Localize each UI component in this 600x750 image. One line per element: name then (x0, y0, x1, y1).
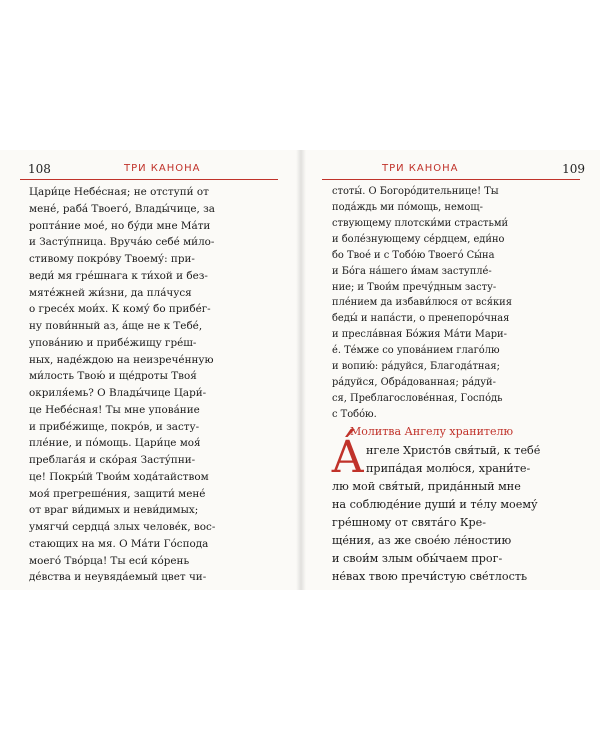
left-header-rule (20, 179, 278, 180)
prayer-line: и свои́м злым обы́чаем прог- (332, 552, 503, 565)
prayer-line: ще́ния, аз же своéю ле́ностию (332, 534, 512, 547)
text-line: ние; и Твои́м пречу́дным засту- (332, 281, 497, 293)
text-line: пода́ждь ми по́мощь, немощ- (332, 201, 483, 213)
prayer-line: нгеле Христо́в свя́тый, к тебе́ (366, 444, 541, 457)
text-line: мене́, раба́ Твоего́, Влады́чице, за (29, 202, 215, 215)
text-line: моего́ Тво́рца! Ты еси́ ко́рень (29, 554, 190, 567)
right-running-title: ТРИ КАНОНА (382, 163, 459, 174)
left-page-header (20, 160, 282, 180)
prayer-line: лю мой свя́тый, прида́нный мне (332, 480, 521, 493)
text-line: Цари́це Небе́сная; не отступи́ от (29, 186, 209, 198)
text-line: упова́нию и прибе́жищу гре́ш- (29, 336, 197, 349)
prayer-title: Молитва Ангелу хранителю (350, 425, 514, 438)
text-line: окриля́емь? О Влады́чице Цари́- (29, 387, 207, 399)
text-line: и прибе́жище, покро́в, и засту- (29, 420, 200, 433)
text-line: о гресе́х мои́х. К кому́ бо прибе́г- (29, 303, 211, 316)
prayer-line: гре́шному от свята́го Кре- (332, 516, 486, 529)
text-line: стоты́. О Богоро́дительнице! Ты (332, 186, 499, 197)
book-gutter (296, 150, 306, 590)
text-line: це Небе́сная! Ты мне упова́ние (29, 403, 200, 416)
text-line: и пресла́вная Бо́жия Ма́ти Мари- (332, 329, 507, 341)
text-line: беды́ и напа́сти, о пренепоро́чная (332, 313, 510, 325)
text-line: мяте́жней жи́зни, да пла́чуся (29, 286, 192, 299)
text-line: ствующему плотски́ми страстьми́ (332, 217, 509, 229)
text-line: це! Покры́й Твои́м хода́тайством (29, 470, 209, 483)
text-line: стающих на мя. О Ма́ти Го́спода (29, 537, 209, 550)
prayer-line: не́вах твою пречи́стую све́тлость (332, 570, 528, 583)
text-line: бо Твое́ и с Тобо́ю Твоего́ Сы́на (332, 249, 495, 261)
text-line: ных, наде́ждою на неизрече́нную (29, 353, 214, 366)
text-line: ра́дуйся, Обра́дованная; ра́дуй- (332, 377, 496, 389)
right-header-rule (322, 179, 580, 180)
text-line: с Тобо́ю. (332, 408, 377, 420)
text-line: от враг ви́димых и неви́димых; (29, 504, 199, 517)
left-page (20, 150, 282, 590)
prayer-line: припа́дая молю́ся, храни́те- (366, 462, 531, 475)
text-line: де́вства и неувяда́емый цвет чи- (29, 571, 207, 584)
text-line: пле́ние, и по́мощь. Цари́це моя́ (29, 437, 201, 450)
left-page-text (29, 184, 215, 586)
drop-cap: А́ (331, 432, 365, 483)
text-line: ся, Преблагослове́нная, Госпо́дь (332, 392, 503, 404)
right-page (322, 150, 590, 590)
text-line: моя́ прегреше́ния, защити́ мене́ (29, 487, 206, 500)
text-line: веди́ мя гре́шнага к ти́хой и без- (29, 269, 208, 282)
prayer-text (332, 442, 540, 586)
left-page-number: 108 (28, 162, 51, 176)
text-line: ми́лость Твою́ и ще́дроты Твоя́ (29, 370, 197, 383)
text-line: е́. Те́мже со упова́нием глаго́лю (332, 345, 500, 357)
text-line: ну пови́нный аз, а́ще не к Тебе́, (29, 320, 203, 332)
text-line: ропта́ние мое́, но бу́ди мне Ма́ти (29, 219, 211, 232)
text-line: преблага́я и ско́рая Засту́пни- (29, 454, 196, 466)
text-line: и Бо́га на́шего и́мам заступле́- (332, 265, 492, 277)
text-line: и боле́знующему се́рдцем, еди́но (332, 233, 505, 245)
prayer-line: на соблюде́ние души́ и те́лу моему́ (332, 498, 538, 511)
text-line: стивому покро́ву Твоему́: при- (29, 253, 195, 265)
text-line: и Засту́пница. Вруча́ю себе́ ми́ло- (29, 236, 215, 249)
left-running-title: ТРИ КАНОНА (124, 163, 201, 174)
right-page-number: 109 (562, 162, 585, 176)
text-line: умягчи́ сердца́ злых челове́к, вос- (29, 521, 216, 533)
right-page-header (322, 160, 590, 180)
text-line: пле́нием да избави́люся от вся́кия (332, 297, 512, 309)
text-line: и вопию́: ра́дуйся, Благода́тная; (332, 361, 500, 373)
right-page-text (332, 184, 512, 423)
